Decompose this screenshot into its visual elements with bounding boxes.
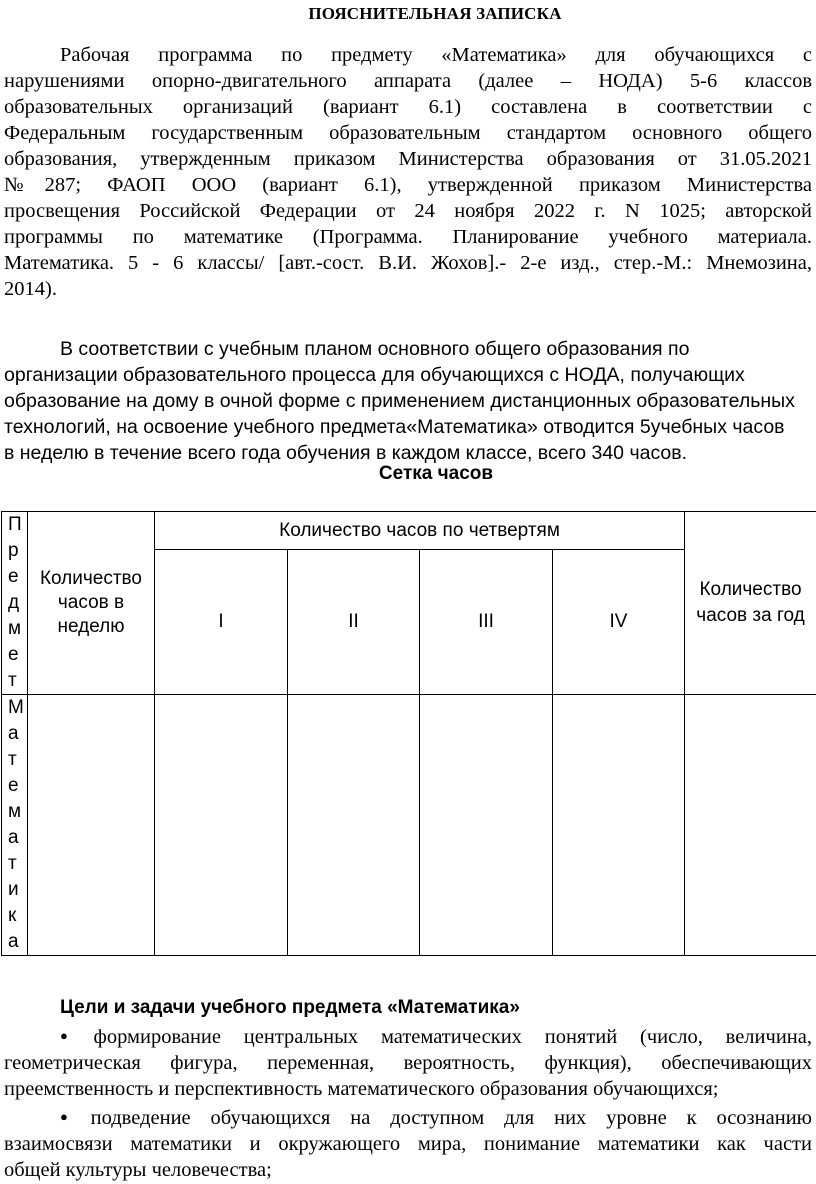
table-caption: Сетка часов: [378, 463, 494, 484]
yearly-hours-cell: [685, 695, 816, 956]
paragraph-program-basis: [4, 42, 812, 302]
text-line: №287; ФАОП ООО (вариант 6.1), утвержденной приказом Министерства: [4, 174, 812, 196]
text-line: ● подведение обучающихся на доступном для них уровне к осознанию: [60, 1107, 812, 1129]
text-line: взаимосвязи математики и окружающего мира, понимание математики как части: [4, 1133, 812, 1155]
subject-cell-mathematics: М а т е м а т и к а: [2, 695, 28, 956]
text-line: Рабочая программа по предмету «Математика» для обучающихся с: [60, 44, 812, 66]
text-line: программы по математике (Программа. Планирование учебного материала.: [4, 226, 812, 248]
quarter-4-cell: [553, 695, 685, 956]
weekly-hours-header: Количество часов в неделю: [28, 512, 155, 695]
quarters-header: Количество часов по четвертям: [155, 512, 685, 550]
text-line: ● формирование центральных математических понятий (число, величина,: [60, 1026, 812, 1048]
quarter-header-3: III: [420, 550, 553, 695]
text-line: нарушениями опорно-двигательного аппарата (далее – НОДА) 5-6 классов: [4, 70, 812, 92]
quarter-header-2: II: [288, 550, 420, 695]
text-line: В соответствии с учебным планом основного общего образования по: [60, 338, 690, 360]
quarter-header-4: IV: [553, 550, 685, 695]
goal-bullet-1: [4, 1023, 812, 1102]
text-line: общей культуры человечества;: [4, 1159, 272, 1181]
goals-section-title: Цели и задачи учебного предмета «Математика»: [60, 997, 520, 1018]
hours-grid-table: [1, 511, 816, 956]
document-title: ПОЯСНИТЕЛЬНАЯ ЗАПИСКА: [308, 4, 562, 23]
yearly-hours-header: Количество часов за год: [685, 512, 816, 695]
subject-header-cell: П р е д м е т: [2, 512, 28, 695]
quarter-2-cell: [288, 695, 420, 956]
text-line: Математика. 5 - 6 классы/ [авт.-сост. В.И. Жохов].- 2-е изд., стер.-М.: Мнемозина,: [4, 252, 812, 274]
text-line: геометрическая фигура, переменная, вероятность, функция), обеспечивающих: [4, 1052, 812, 1074]
text-line: в неделю в течение всего года обучения в каждом классе, всего 340 часов.: [4, 442, 688, 464]
text-line: просвещения Российской Федерации от 24 ноября 2022 г. N 1025; авторской: [4, 200, 812, 222]
weekly-hours-cell: [28, 695, 155, 956]
paragraph-study-plan: [4, 336, 816, 466]
bullet-icon: ●: [60, 1109, 83, 1124]
quarter-1-cell: [155, 695, 288, 956]
goal-bullet-2: [4, 1104, 812, 1183]
text-line: образование на дому в очной форме с применением дистанционных образовательных: [4, 390, 795, 412]
quarter-3-cell: [420, 695, 553, 956]
text-line: технологий, на освоение учебного предмета«Математика» отводится 5учебных часов: [4, 416, 785, 438]
text-line: преемственность и перспективность математического образования обучающихся;: [4, 1078, 719, 1100]
quarter-header-1: I: [155, 550, 288, 695]
text-line: Федеральным государственным образовательным стандартом основного общего: [4, 122, 812, 144]
bullet-icon: ●: [60, 1028, 86, 1043]
text-line: образовательных организаций (вариант 6.1) составлена в соответствии с: [4, 96, 812, 118]
text-line: 2014).: [4, 278, 57, 300]
text-line: образования, утвержденным приказом Министерства образования от 31.05.2021: [4, 148, 812, 170]
text-line: организации образовательного процесса для обучающихся с НОДА, получающих: [4, 364, 745, 386]
